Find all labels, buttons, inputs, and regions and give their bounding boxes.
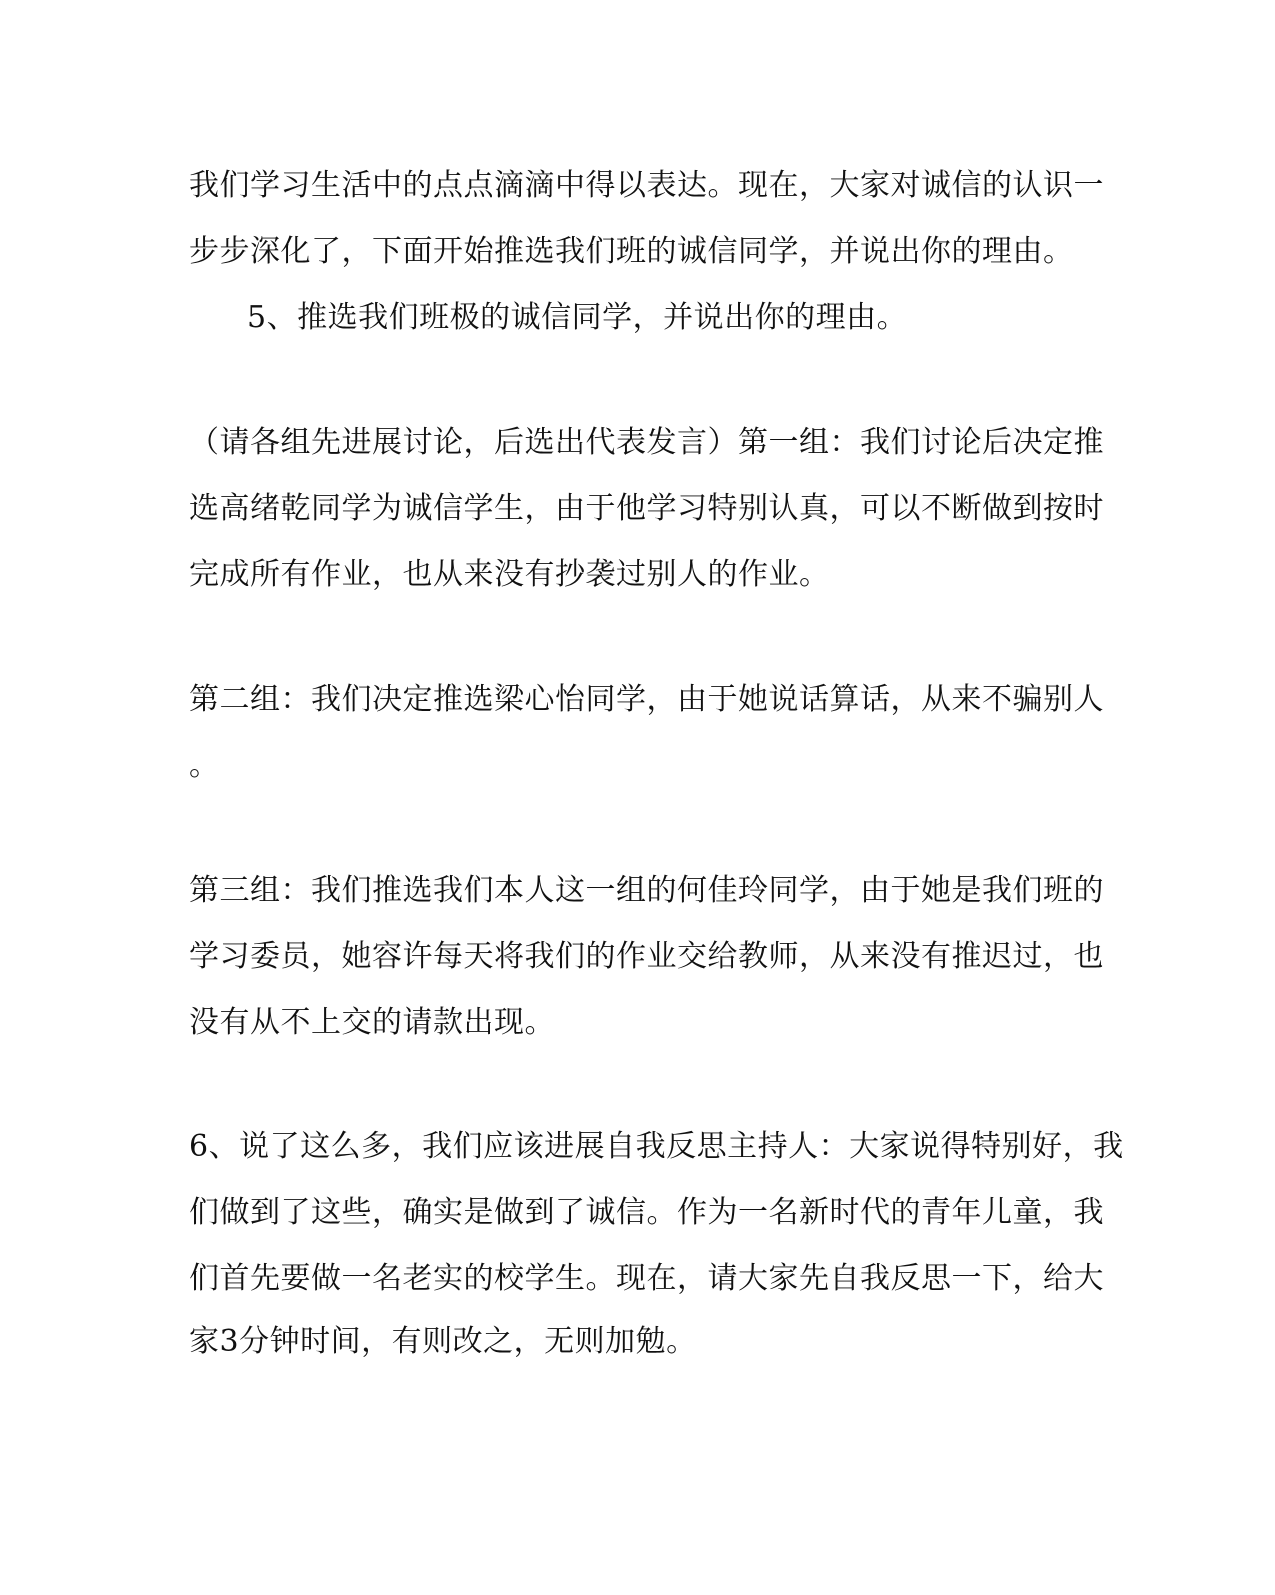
text-line: 没有从不上交的请款出现。	[189, 1005, 555, 1040]
text-line: 我们学习生活中的点点滴滴中得以表达。现在，大家对诚信的认识一	[189, 168, 1104, 203]
text-line: 完成所有作业，也从来没有抄袭过别人的作业。	[189, 557, 830, 592]
text-line-numbered: 6、说了这么多，我们应该进展自我反思主持人：大家说得特别好，我	[189, 1129, 1124, 1164]
text-line: 家3分钟时间，有则改之，无则加勉。	[189, 1324, 697, 1359]
text-line: 步步深化了，下面开始推选我们班的诚信同学，并说出你的理由。	[189, 234, 1074, 269]
text-line: 。	[189, 748, 220, 783]
text-line: （请各组先进展讨论，后选出代表发言）第一组：我们讨论后决定推	[189, 425, 1104, 460]
text-line: 们首先要做一名老实的校学生。现在，请大家先自我反思一下，给大	[189, 1261, 1104, 1296]
text-line: 选高绪乾同学为诚信学生，由于他学习特别认真，可以不断做到按时	[189, 491, 1104, 526]
text-line-numbered: 5、推选我们班极的诚信同学，并说出你的理由。	[247, 300, 908, 335]
text-line: 们做到了这些，确实是做到了诚信。作为一名新时代的青年儿童，我	[189, 1195, 1104, 1230]
text-line: 第二组：我们决定推选梁心怡同学，由于她说话算话，从来不骗别人	[189, 682, 1104, 717]
text-line: 学习委员，她容许每天将我们的作业交给教师，从来没有推迟过，也	[189, 939, 1104, 974]
text-line: 第三组：我们推选我们本人这一组的何佳玲同学，由于她是我们班的	[189, 873, 1104, 908]
